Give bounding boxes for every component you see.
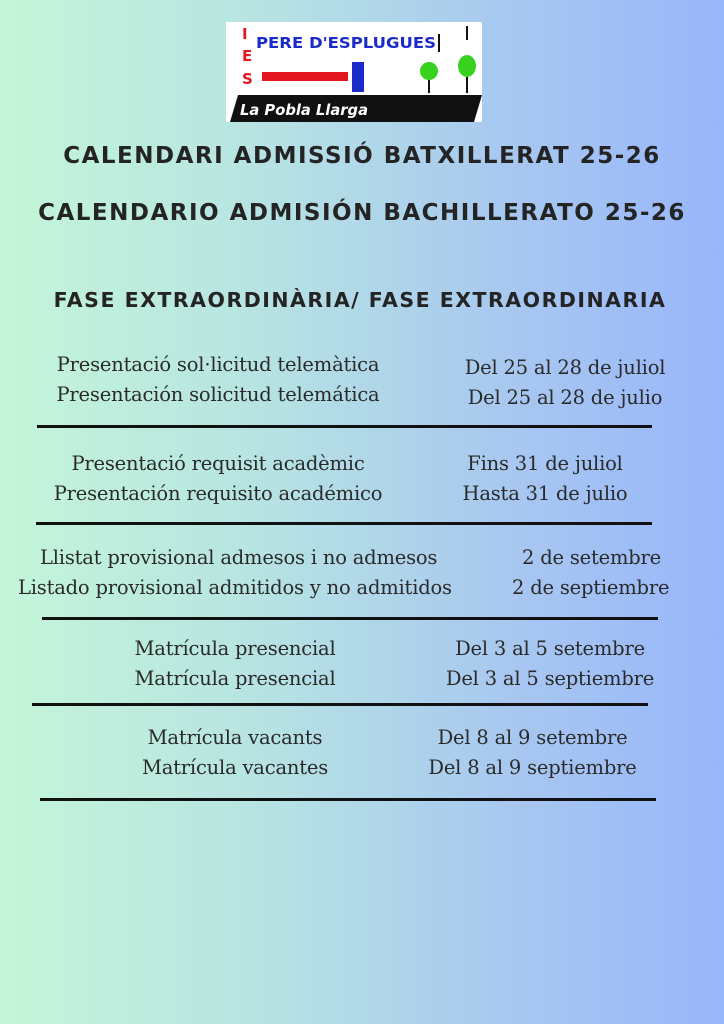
divider (36, 522, 652, 525)
divider (37, 425, 652, 428)
schedule-label-es-4: Matrícula presencial (134, 667, 336, 690)
schedule-label-es-2: Presentación requisito académico (53, 482, 383, 505)
school-logo (226, 22, 482, 122)
title-spanish: CALENDARIO ADMISIÓN BACHILLERATO 25-26 (38, 200, 686, 226)
logo-place-name: La Pobla Llarga (240, 101, 368, 119)
schedule-date-va-2: Fins 31 de juliol (467, 452, 623, 475)
schedule-date-va-3: 2 de setembre (522, 546, 661, 569)
schedule-label-va-5: Matrícula vacants (147, 726, 323, 749)
logo-letter-s: S (242, 70, 253, 88)
schedule-date-va-1: Del 25 al 28 de juliol (464, 356, 666, 379)
logo-letter-i: I (242, 25, 248, 43)
schedule-date-es-4: Del 3 al 5 septiembre (445, 667, 655, 690)
schedule-label-es-5: Matrícula vacantes (141, 756, 329, 779)
schedule-label-va-2: Presentació requisit acadèmic (71, 452, 365, 475)
divider (32, 703, 648, 706)
schedule-date-es-5: Del 8 al 9 septiembre (428, 756, 637, 779)
schedule-label-va-3: Llistat provisional admesos i no admesos (40, 546, 438, 569)
schedule-date-es-1: Del 25 al 28 de julio (467, 386, 663, 409)
divider (42, 617, 658, 620)
schedule-date-es-3: 2 de septiembre (512, 576, 670, 599)
logo-school-name: PERE D'ESPLUGUES (256, 34, 436, 52)
schedule-date-es-2: Hasta 31 de julio (462, 482, 628, 505)
title-valencian: CALENDARI ADMISSIÓ BATXILLERAT 25-26 (63, 143, 661, 169)
schedule-label-va-4: Matrícula presencial (134, 637, 336, 660)
logo-letter-e: E (242, 47, 253, 65)
phase-title: FASE EXTRAORDINÀRIA/ FASE EXTRAORDINARIA (53, 288, 667, 312)
schedule-label-es-1: Presentación solicitud telemática (56, 383, 380, 406)
schedule-date-va-5: Del 8 al 9 setembre (437, 726, 628, 749)
schedule-label-es-3: Listado provisional admitidos y no admitidos (18, 576, 452, 599)
schedule-date-va-4: Del 3 al 5 setembre (455, 637, 645, 660)
schedule-label-va-1: Presentació sol·licitud telemàtica (56, 353, 380, 376)
divider (40, 798, 656, 801)
